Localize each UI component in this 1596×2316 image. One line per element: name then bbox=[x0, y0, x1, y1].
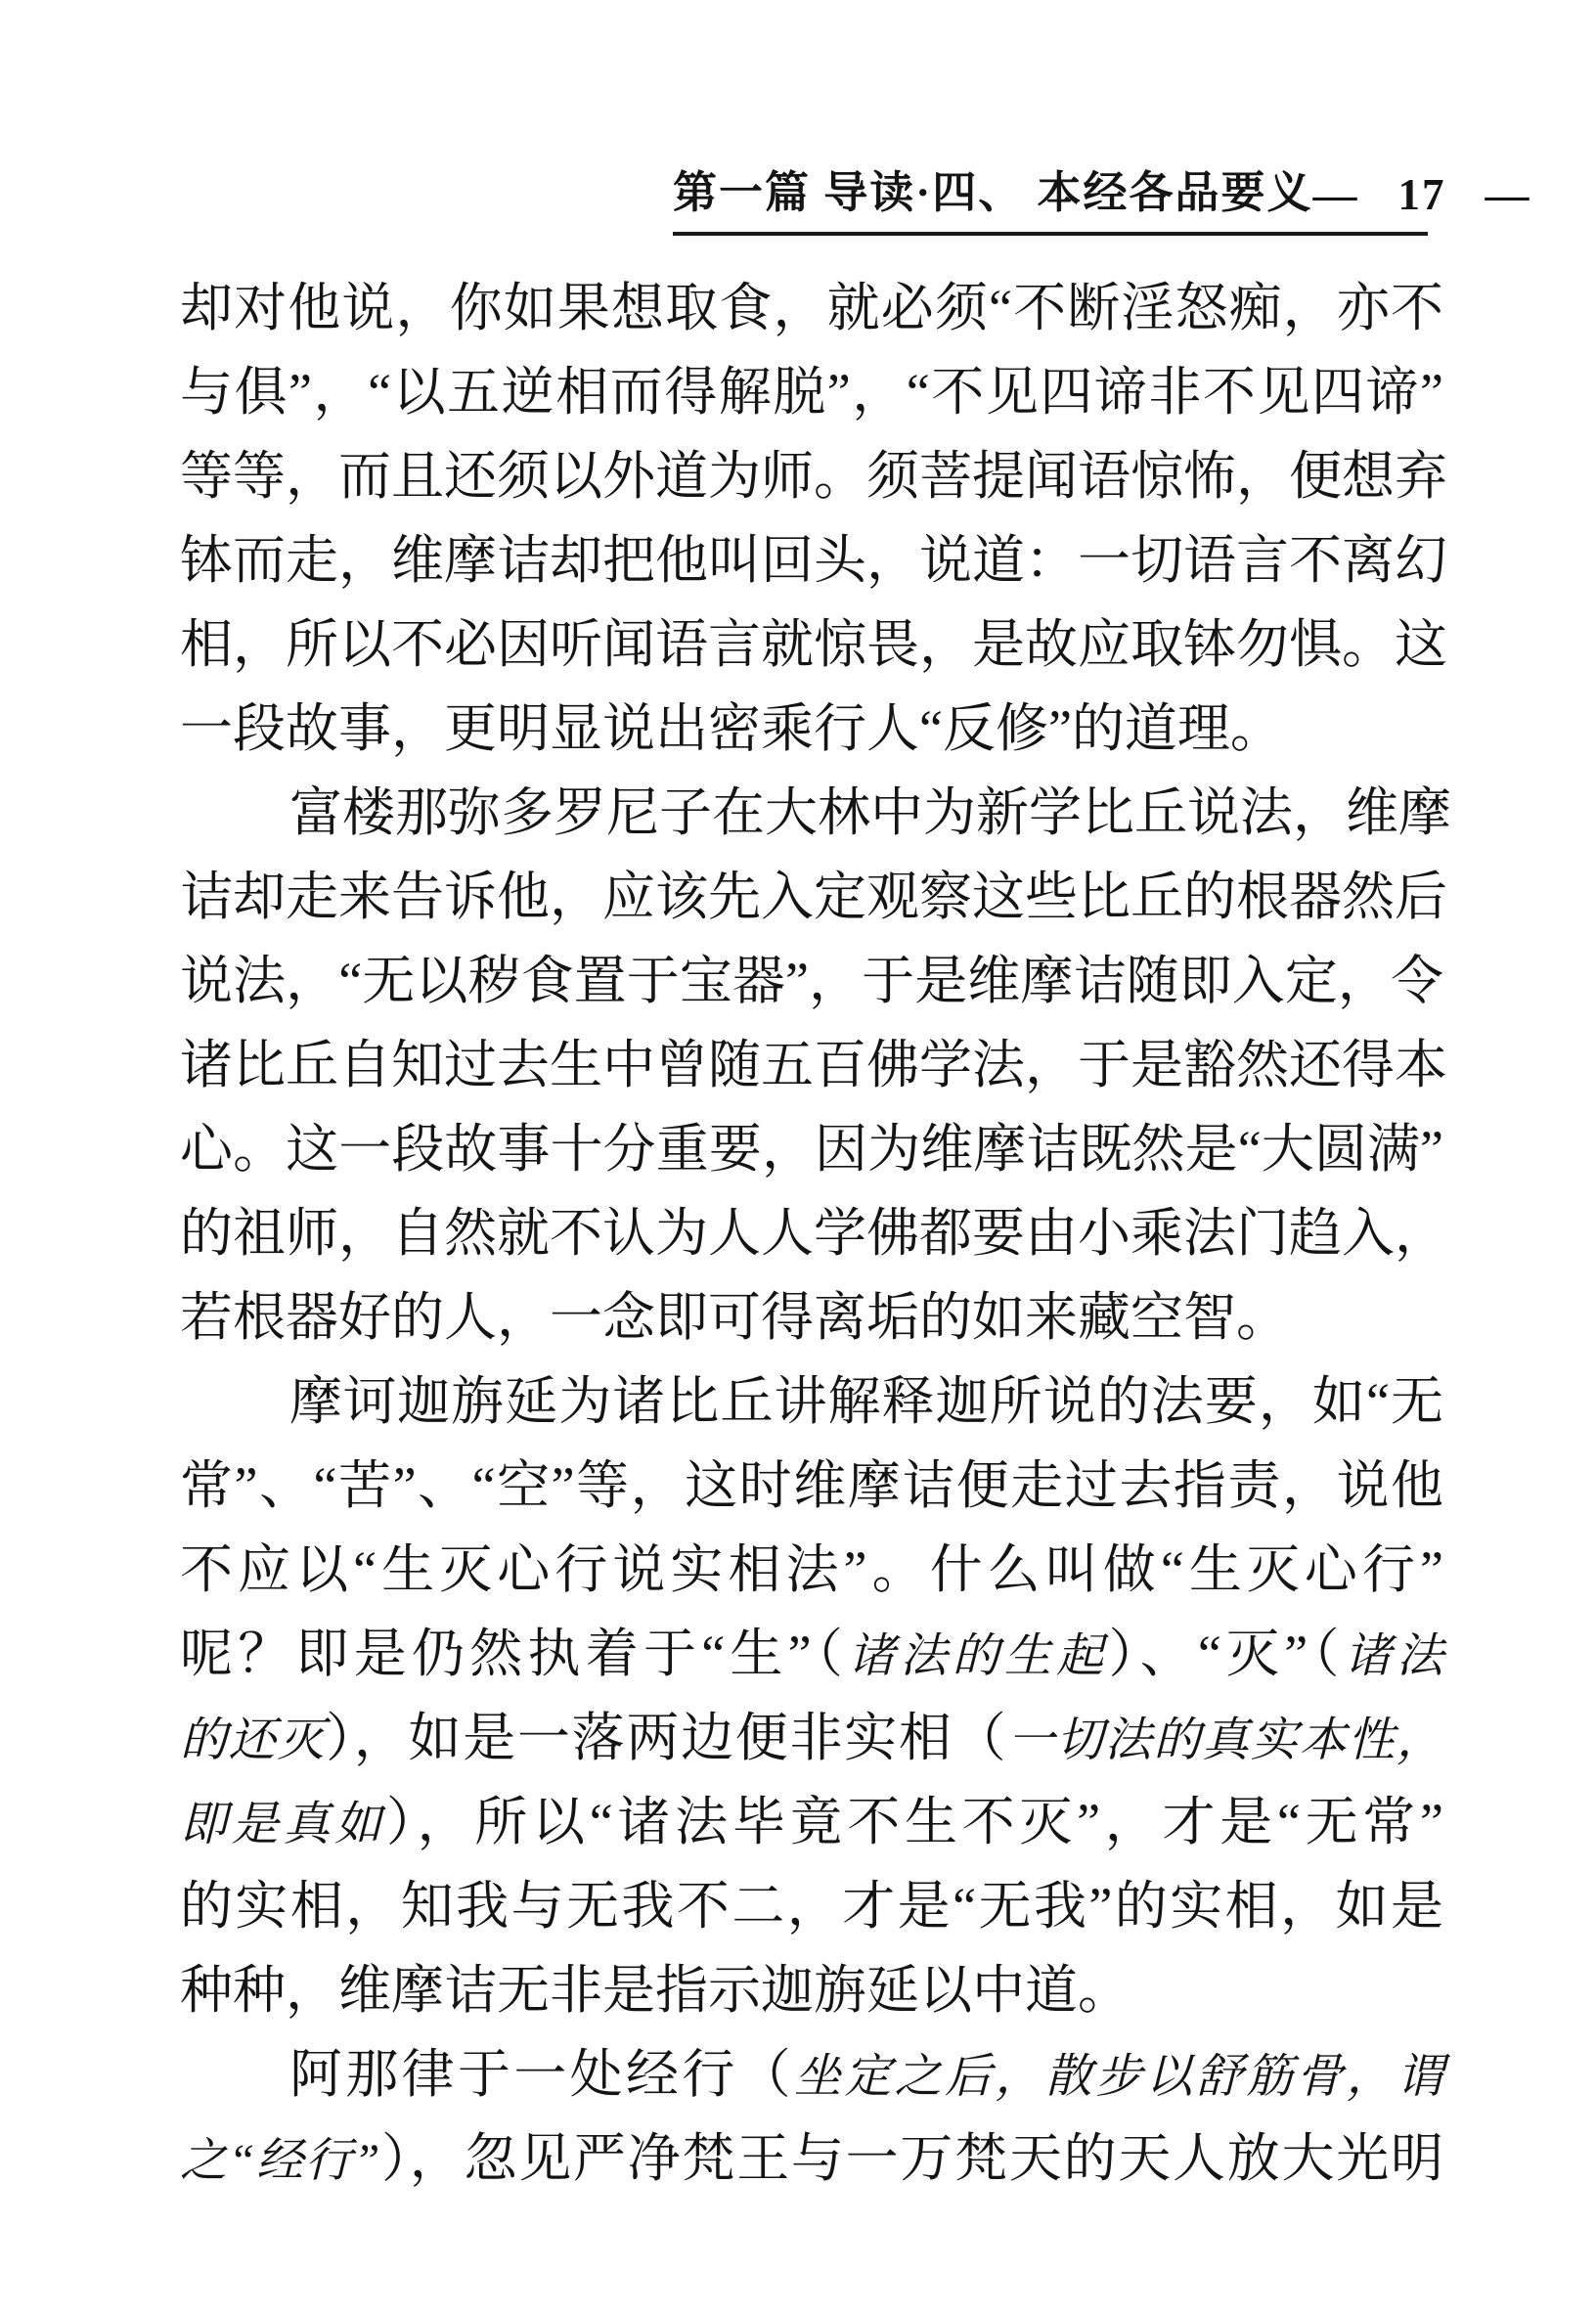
annotation-text: 之“经行” bbox=[180, 2135, 380, 2187]
text-line bbox=[180, 1023, 1447, 1107]
body-text-segment: ），忽见严净梵王与一万梵天的天人放大光明 bbox=[379, 2129, 1443, 2188]
body-text-segment: 一段故事，更明显说出密乘行人“反修”的道理。 bbox=[180, 699, 1283, 758]
page-number-dash-left: — bbox=[1312, 170, 1359, 219]
body-text-segment: 相，所以不必因听闻语言就惊畏，是故应取钵勿惧。这 bbox=[180, 615, 1447, 674]
body-text-segment: 常”、“苦”、“空”等，这时维摩诘便走过去指责，说他 bbox=[180, 1456, 1443, 1515]
body-text-segment: 呢？即是仍然执着于“生”（ bbox=[180, 1625, 849, 1683]
annotation-text: 的还灭 bbox=[180, 1715, 327, 1766]
text-line bbox=[180, 1191, 1447, 1275]
body-text-segment: 诘却走来告诉他，应该先入定观察这些比丘的根器然后 bbox=[180, 868, 1447, 926]
body-text-segment: 等等，而且还须以外道为师。须菩提闻语惊怖，便想弃 bbox=[180, 447, 1447, 506]
body-text-segment: 摩诃迦旃延为诸比丘讲解释迦所说的法要，如“无 bbox=[289, 1372, 1443, 1431]
body-text-segment: 富楼那弥多罗尼子在大林中为新学比丘说法，维摩 bbox=[289, 783, 1451, 842]
body-text-segment: 若根器好的人，一念即可得离垢的如来藏空智。 bbox=[180, 1288, 1289, 1347]
text-line bbox=[180, 1612, 1443, 1696]
body-text-segment: 说法，“无以秽食置于宝器”，于是维摩诘随即入定，令 bbox=[180, 952, 1443, 1010]
annotation-text: 诸法 bbox=[1344, 1630, 1443, 1682]
body-text-segment: ）、“灭”（ bbox=[1108, 1625, 1345, 1683]
chapter-title: 第一篇 导读·四、 本经各品要义 bbox=[673, 168, 1313, 217]
text-line bbox=[180, 1107, 1443, 1191]
text-line bbox=[180, 1528, 1443, 1612]
body-text-segment: 的祖师，自然就不认为人人学佛都要由小乘法门趋入， bbox=[180, 1204, 1447, 1263]
page-number-group bbox=[1313, 169, 1531, 220]
text-line bbox=[180, 855, 1447, 939]
text-line bbox=[180, 2116, 1443, 2201]
body-text-segment: 诸比丘自知过去生中曾随五百佛学法，于是豁然还得本 bbox=[180, 1036, 1447, 1094]
body-text-segment: 的实相，知我与无我不二，才是“无我”的实相，如是 bbox=[180, 1877, 1443, 1936]
text-line bbox=[180, 771, 1451, 855]
page-header bbox=[673, 156, 1531, 236]
page-number-dash-right: — bbox=[1485, 170, 1531, 219]
text-line bbox=[180, 939, 1443, 1023]
text-line bbox=[180, 1864, 1443, 1948]
body-text-segment: 不应以“生灭心行说实相法”。什么叫做“生灭心行” bbox=[180, 1540, 1443, 1599]
body-text-segment: 与俱”，“以五逆相而得解脱”，“不见四谛非不见四谛” bbox=[180, 363, 1443, 422]
body-text-segment: ），如是一落两边便非实相（ bbox=[326, 1709, 1008, 1767]
page-number: 17 bbox=[1397, 170, 1446, 219]
body-text-segment: 钵而走，维摩诘却把他叫回头，说道：一切语言不离幻 bbox=[180, 531, 1447, 590]
body-text-segment: ），所以“诸法毕竟不生不灭”，才是“无常” bbox=[385, 1793, 1443, 1851]
body-text-segment: 心。这一段故事十分重要，因为维摩诘既然是“大圆满” bbox=[180, 1120, 1443, 1179]
annotation-text: 即是真如 bbox=[180, 1799, 386, 1850]
body-text-segment: 种种，维摩诘无非是指示迦旃延以中道。 bbox=[180, 1961, 1130, 2020]
text-line bbox=[180, 602, 1447, 687]
text-line bbox=[180, 687, 1443, 771]
annotation-text: 诸法的生起 bbox=[848, 1630, 1109, 1682]
text-line bbox=[180, 1275, 1443, 1359]
text-line bbox=[180, 266, 1443, 350]
text-line bbox=[180, 518, 1447, 602]
text-line bbox=[180, 2032, 1443, 2116]
text-line bbox=[180, 1696, 1443, 1780]
text-line bbox=[180, 350, 1443, 434]
text-line bbox=[180, 1444, 1443, 1528]
body-text bbox=[180, 266, 1451, 2201]
body-text-segment: 阿那律于一处经行（ bbox=[289, 2045, 794, 2104]
text-line bbox=[180, 1780, 1443, 1864]
text-line bbox=[180, 1359, 1443, 1444]
body-text-segment: 却对他说，你如果想取食，就必须“不断淫怒痴，亦不 bbox=[180, 279, 1443, 337]
annotation-text: 坐定之后，散步以舒筋骨，谓 bbox=[794, 2051, 1443, 2103]
annotation-text: 一切法的真实本性， bbox=[1007, 1715, 1443, 1766]
text-line bbox=[180, 434, 1447, 518]
text-line bbox=[180, 1948, 1443, 2032]
